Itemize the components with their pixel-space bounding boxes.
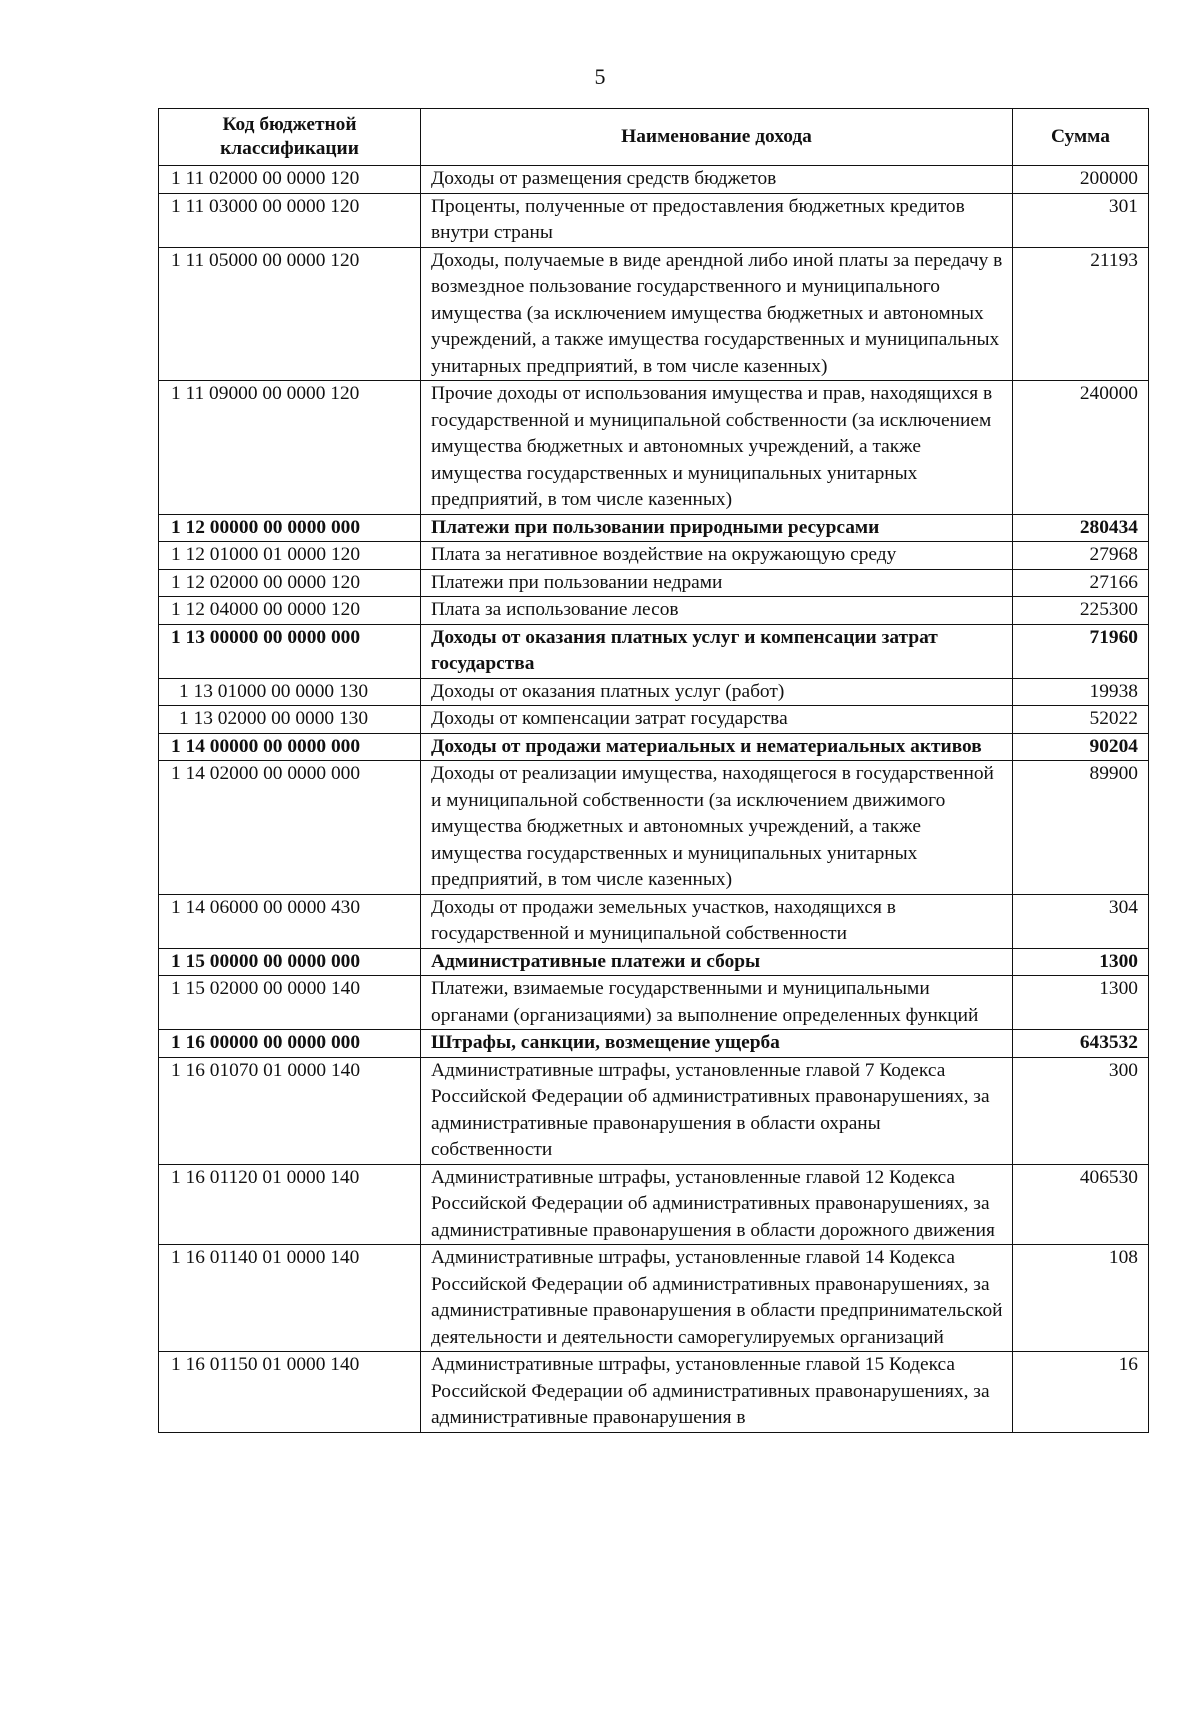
cell-name: Административные штрафы, установленные главой 7 Кодекса Российской Федерации об административных правонарушениях, за административные правонарушения в области охраны собственности — [421, 1057, 1013, 1164]
cell-sum: 406530 — [1013, 1164, 1149, 1245]
cell-code: 1 13 00000 00 0000 000 — [159, 624, 421, 678]
table-row — [159, 569, 1149, 597]
cell-name: Административные штрафы, установленные главой 14 Кодекса Российской Федерации об административных правонарушениях, за административные правонарушения в области предпринимательской деятельности и деятельности саморегулируемых организаций — [421, 1245, 1013, 1352]
table-row — [159, 894, 1149, 948]
cell-name: Доходы от оказания платных услуг (работ) — [421, 678, 1013, 706]
cell-name: Плата за использование лесов — [421, 597, 1013, 625]
table-row — [159, 1057, 1149, 1164]
table-row — [159, 948, 1149, 976]
table-body — [159, 166, 1149, 1433]
cell-name: Плата за негативное воздействие на окружающую среду — [421, 542, 1013, 570]
header-row — [159, 109, 1149, 166]
cell-code: 1 11 09000 00 0000 120 — [159, 381, 421, 515]
revenue-table — [158, 108, 1149, 1433]
cell-name: Штрафы, санкции, возмещение ущерба — [421, 1030, 1013, 1058]
table-row — [159, 1352, 1149, 1433]
page-number: 5 — [594, 64, 606, 89]
table-row — [159, 193, 1149, 247]
cell-name: Доходы от размещения средств бюджетов — [421, 166, 1013, 194]
cell-code: 1 16 00000 00 0000 000 — [159, 1030, 421, 1058]
cell-code: 1 15 02000 00 0000 140 — [159, 976, 421, 1030]
cell-name: Проценты, полученные от предоставления бюджетных кредитов внутри страны — [421, 193, 1013, 247]
cell-sum: 280434 — [1013, 514, 1149, 542]
table-row — [159, 733, 1149, 761]
cell-name: Доходы от реализации имущества, находящегося в государственной и муниципальной собственности (за исключением движимого имущества бюджетных и автономных учреждений, а также имущества государственных и муниципальных унитарных предприятий, в том числе казенных) — [421, 761, 1013, 895]
cell-sum: 89900 — [1013, 761, 1149, 895]
cell-code: 1 12 04000 00 0000 120 — [159, 597, 421, 625]
cell-sum: 16 — [1013, 1352, 1149, 1433]
header-sum: Сумма — [1013, 109, 1149, 166]
table-row — [159, 381, 1149, 515]
cell-code: 1 16 01070 01 0000 140 — [159, 1057, 421, 1164]
cell-sum: 225300 — [1013, 597, 1149, 625]
cell-sum: 71960 — [1013, 624, 1149, 678]
cell-name: Доходы, получаемые в виде арендной либо иной платы за передачу в возмездное пользование государственного и муниципального имущества (за исключением имущества бюджетных и автономных учреждений, а также имущества государственных и муниципальных унитарных предприятий, в том числе казенных) — [421, 247, 1013, 381]
table-row — [159, 597, 1149, 625]
table-row — [159, 624, 1149, 678]
table-row — [159, 976, 1149, 1030]
cell-code: 1 16 01140 01 0000 140 — [159, 1245, 421, 1352]
cell-code: 1 15 00000 00 0000 000 — [159, 948, 421, 976]
cell-code: 1 16 01150 01 0000 140 — [159, 1352, 421, 1433]
cell-sum: 90204 — [1013, 733, 1149, 761]
table-row — [159, 166, 1149, 194]
table-header — [159, 109, 1149, 166]
cell-sum: 27968 — [1013, 542, 1149, 570]
cell-name: Административные платежи и сборы — [421, 948, 1013, 976]
cell-sum: 304 — [1013, 894, 1149, 948]
cell-code: 1 11 05000 00 0000 120 — [159, 247, 421, 381]
cell-name: Доходы от компенсации затрат государства — [421, 706, 1013, 734]
table-row — [159, 706, 1149, 734]
cell-code: 1 14 06000 00 0000 430 — [159, 894, 421, 948]
cell-code: 1 12 00000 00 0000 000 — [159, 514, 421, 542]
table-row — [159, 1245, 1149, 1352]
cell-name: Платежи при пользовании недрами — [421, 569, 1013, 597]
table-row — [159, 678, 1149, 706]
table-row — [159, 1030, 1149, 1058]
cell-sum: 1300 — [1013, 948, 1149, 976]
cell-sum: 301 — [1013, 193, 1149, 247]
cell-code: 1 14 00000 00 0000 000 — [159, 733, 421, 761]
cell-sum: 52022 — [1013, 706, 1149, 734]
header-name: Наименование дохода — [421, 109, 1013, 166]
cell-code: 1 14 02000 00 0000 000 — [159, 761, 421, 895]
cell-code: 1 11 03000 00 0000 120 — [159, 193, 421, 247]
cell-name: Платежи, взимаемые государственными и муниципальными органами (организациями) за выполнение определенных функций — [421, 976, 1013, 1030]
cell-sum: 108 — [1013, 1245, 1149, 1352]
cell-sum: 27166 — [1013, 569, 1149, 597]
cell-name: Прочие доходы от использования имущества и прав, находящихся в государственной и муниципальной собственности (за исключением имущества бюджетных и автономных учреждений, а также имущества государственных и муниципальных унитарных предприятий, в том числе казенных) — [421, 381, 1013, 515]
cell-code: 1 12 02000 00 0000 120 — [159, 569, 421, 597]
table-row — [159, 247, 1149, 381]
cell-sum: 19938 — [1013, 678, 1149, 706]
cell-code: 1 12 01000 01 0000 120 — [159, 542, 421, 570]
cell-sum: 1300 — [1013, 976, 1149, 1030]
cell-sum: 643532 — [1013, 1030, 1149, 1058]
cell-sum: 240000 — [1013, 381, 1149, 515]
table-row — [159, 1164, 1149, 1245]
cell-sum: 21193 — [1013, 247, 1149, 381]
cell-name: Доходы от продажи материальных и нематериальных активов — [421, 733, 1013, 761]
table-row — [159, 514, 1149, 542]
cell-code: 1 13 02000 00 0000 130 — [159, 706, 421, 734]
cell-name: Административные штрафы, установленные главой 15 Кодекса Российской Федерации об административных правонарушениях, за административные правонарушения в — [421, 1352, 1013, 1433]
cell-code: 1 11 02000 00 0000 120 — [159, 166, 421, 194]
header-code: Код бюджетной классификации — [159, 109, 421, 166]
cell-code: 1 16 01120 01 0000 140 — [159, 1164, 421, 1245]
cell-name: Платежи при пользовании природными ресурсами — [421, 514, 1013, 542]
table-row — [159, 761, 1149, 895]
table-row — [159, 542, 1149, 570]
cell-sum: 300 — [1013, 1057, 1149, 1164]
cell-name: Доходы от продажи земельных участков, находящихся в государственной и муниципальной собственности — [421, 894, 1013, 948]
cell-code: 1 13 01000 00 0000 130 — [159, 678, 421, 706]
cell-sum: 200000 — [1013, 166, 1149, 194]
cell-name: Доходы от оказания платных услуг и компенсации затрат государства — [421, 624, 1013, 678]
cell-name: Административные штрафы, установленные главой 12 Кодекса Российской Федерации об административных правонарушениях, за административные правонарушения в области дорожного движения — [421, 1164, 1013, 1245]
